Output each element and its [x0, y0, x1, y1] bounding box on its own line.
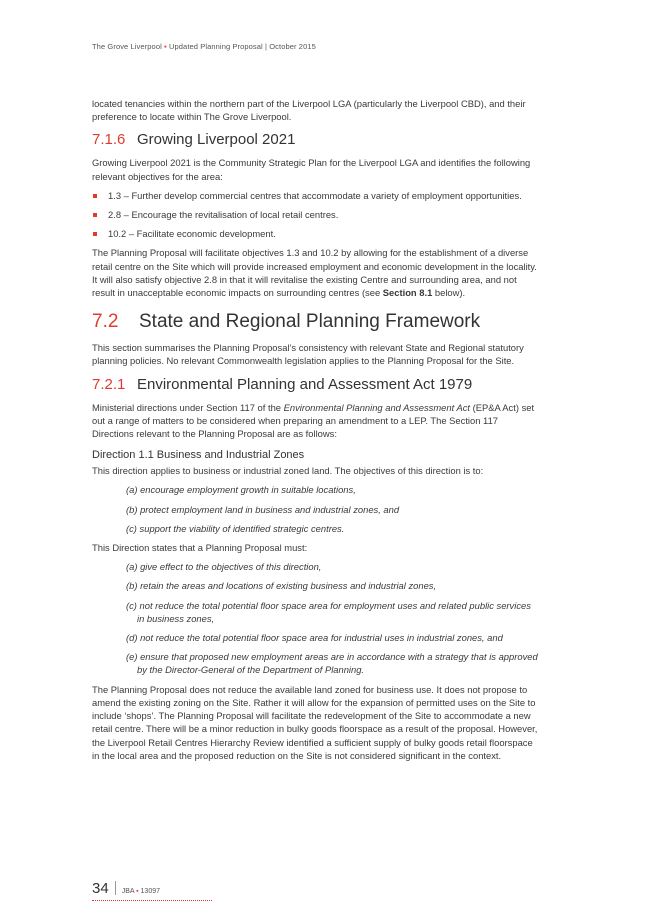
section-number: 7.2 — [92, 311, 119, 333]
section-number: 7.2.1 — [92, 375, 126, 393]
section-title: Growing Liverpool 2021 — [137, 131, 296, 149]
paragraph: The Planning Proposal will facilitate objectives 1.3 and 10.2 by allowing for the establishment of a diverse retail centre on the Site which will provide increased employment and economic development in the locality. It will also satisfy objective 2.8 in that it will revitalise the existing Centre and surrounding area, and not result in unacceptable economic impacts on surrounding centres (see Section 8.1 below). — [92, 247, 537, 299]
direction-heading: Direction 1.1 Business and Industrial Zones — [92, 449, 305, 462]
list-item: (a) encourage employment growth in suitable locations, — [126, 484, 356, 496]
bullet-icon — [93, 213, 97, 217]
running-header — [92, 42, 316, 51]
header-subtitle: Updated Planning Proposal | October 2015 — [169, 42, 316, 51]
footer-divider — [115, 881, 116, 895]
objectives-list — [92, 189, 538, 241]
section-reference: Section 8.1 — [382, 287, 433, 299]
act-title: Environmental Planning and Assessment Act — [283, 401, 470, 413]
header-separator: ▪ — [164, 42, 167, 51]
intro-paragraph: located tenancies within the northern part of the Liverpool LGA (particularly the Liverpool CBD), and their preference to locate within The Grove Liverpool. — [92, 98, 526, 123]
list-item: 2.8 – Encourage the revitalisation of local retail centres. — [92, 208, 538, 221]
list-item: (c) not reduce the total potential floor space area for employment uses and related public services in business zones, — [126, 599, 531, 624]
page-footer — [92, 880, 160, 898]
bullet-icon — [93, 194, 97, 198]
page-body — [92, 97, 538, 768]
footer-rule — [92, 900, 212, 901]
header-project: The Grove Liverpool — [92, 42, 162, 51]
paragraph: This Direction states that a Planning Proposal must: — [92, 542, 308, 554]
footer-firm: JBA ▪ 13097 — [121, 888, 160, 895]
list-item: (d) not reduce the total potential floor space area for industrial uses in industrial zones, and — [126, 632, 503, 644]
heading-7-2 — [92, 311, 538, 333]
paragraph: This section summarises the Planning Proposal’s consistency with relevant State and Regional statutory planning policies. No relevant Commonwealth legislation applies to the Planning Proposal for the Site. — [92, 342, 524, 367]
list-item: 1.3 – Further develop commercial centres that accommodate a variety of employment opportunities. — [92, 189, 538, 202]
bullet-icon — [93, 232, 97, 236]
paragraph: The Planning Proposal does not reduce the available land zoned for business use. It does not propose to amend the existing zoning on the Site. Rather it will allow for the expansion of permitted uses on the Site to include ‘shops’. The Planning Proposal will facilitate the redevelopment of the Site to accommodate a new retail centre. There will be a minor reduction in bulky goods floorspace as a result of the proposal. However, the Liverpool Retail Centres Hierarchy Review identified a sufficient supply of bulky goods retail floorspace in the local area and the proposed reduction on the Site is not considered significant in the context. — [92, 683, 538, 761]
paragraph: Growing Liverpool 2021 is the Community Strategic Plan for the Liverpool LGA and identifies the following relevant objectives for the area: — [92, 157, 531, 182]
page-number: 34 — [92, 880, 109, 897]
list-item: (c) support the viability of identified strategic centres. — [126, 522, 345, 534]
list-item: (a) give effect to the objectives of this direction, — [126, 561, 322, 573]
section-title: State and Regional Planning Framework — [139, 311, 481, 333]
section-title: Environmental Planning and Assessment Act 1979 — [137, 375, 473, 393]
footer-dot: ▪ — [136, 888, 139, 895]
list-item: (b) protect employment land in business and industrial zones, and — [126, 503, 400, 515]
direction-requirements — [92, 560, 538, 676]
list-item: 10.2 – Facilitate economic development. — [92, 227, 538, 240]
list-item: (b) retain the areas and locations of existing business and industrial zones, — [126, 580, 437, 592]
direction-objectives — [92, 483, 538, 535]
list-item: (e) ensure that proposed new employment areas are in accordance with a strategy that is approved by the Director-General of the Department of Planning. — [126, 651, 538, 676]
paragraph: Ministerial directions under Section 117 of the Environmental Planning and Assessment Act (EP&A Act) set out a range of matters to be considered when preparing an amendment to a LEP. The Section 117 Directions relevant to the Planning Proposal are as follows: — [92, 401, 535, 440]
heading-7-1-6 — [92, 131, 538, 149]
heading-7-2-1 — [92, 376, 538, 394]
paragraph: This direction applies to business or industrial zoned land. The objectives of this direction is to: — [92, 465, 484, 477]
section-number: 7.1.6 — [92, 131, 126, 149]
